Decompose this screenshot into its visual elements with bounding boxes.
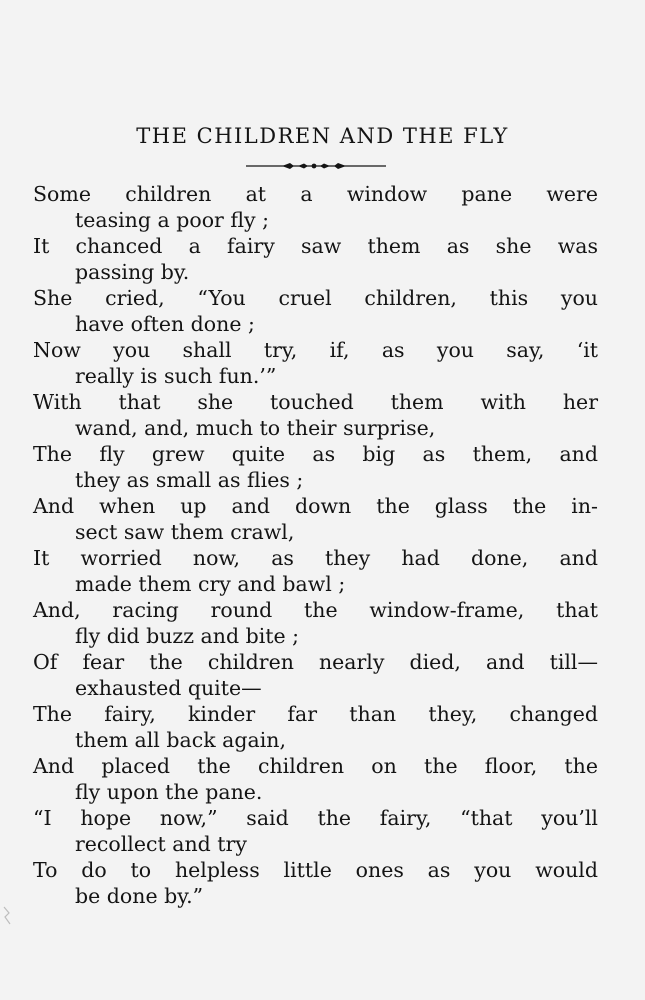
- line-continuation: wand, and, much to their surprise,: [75, 416, 436, 440]
- line-continuation: passing by.: [75, 260, 190, 284]
- poem-line: [33, 181, 598, 233]
- poem-title: THE CHILDREN AND THE FLY: [136, 124, 509, 148]
- line-first: To do to helpless little ones as you would: [33, 858, 598, 882]
- poem-line: [33, 753, 598, 805]
- line-continuation: them all back again,: [75, 728, 286, 752]
- ornament-rule: [246, 160, 386, 172]
- poem-body: [33, 181, 598, 909]
- line-first: With that she touched them with her: [33, 390, 598, 414]
- line-first: “I hope now,” said the fairy, “that you’ll: [33, 806, 598, 830]
- line-first: And when up and down the glass the in-: [33, 494, 598, 518]
- poem-line: [33, 545, 598, 597]
- poem-line: [33, 649, 598, 701]
- line-continuation: really is such fun.’”: [75, 364, 277, 388]
- line-continuation: fly upon the pane.: [75, 780, 263, 804]
- line-first: Some children at a window pane were: [33, 182, 598, 206]
- poem-line: [33, 389, 598, 441]
- poem-line: [33, 441, 598, 493]
- line-continuation: be done by.”: [75, 884, 204, 908]
- line-first: Now you shall try, if, as you say, ‘it: [33, 338, 598, 362]
- poem-line: [33, 337, 598, 389]
- line-first: Of fear the children nearly died, and till—: [33, 650, 598, 674]
- poem-line: [33, 493, 598, 545]
- poem-line: [33, 285, 598, 337]
- line-continuation: fly did buzz and bite ;: [75, 624, 300, 648]
- line-continuation: recollect and try: [75, 832, 247, 856]
- line-first: It worried now, as they had done, and: [33, 546, 598, 570]
- poem-line: [33, 597, 598, 649]
- line-continuation: teasing a poor fly ;: [75, 208, 270, 232]
- page-edge-mark: [2, 905, 12, 927]
- line-continuation: exhausted quite—: [75, 676, 262, 700]
- line-first: The fly grew quite as big as them, and: [33, 442, 598, 466]
- line-first: The fairy, kinder far than they, changed: [33, 702, 598, 726]
- poem-line: [33, 857, 598, 909]
- line-first: And placed the children on the floor, the: [33, 754, 598, 778]
- poem-line: [33, 805, 598, 857]
- line-first: It chanced a fairy saw them as she was: [33, 234, 598, 258]
- poem-line: [33, 701, 598, 753]
- line-first: And, racing round the window-frame, that: [33, 598, 598, 622]
- line-continuation: have often done ;: [75, 312, 255, 336]
- line-first: She cried, “You cruel children, this you: [33, 286, 598, 310]
- line-continuation: sect saw them crawl,: [75, 520, 295, 544]
- poem-line: [33, 233, 598, 285]
- line-continuation: made them cry and bawl ;: [75, 572, 346, 596]
- line-continuation: they as small as flies ;: [75, 468, 304, 492]
